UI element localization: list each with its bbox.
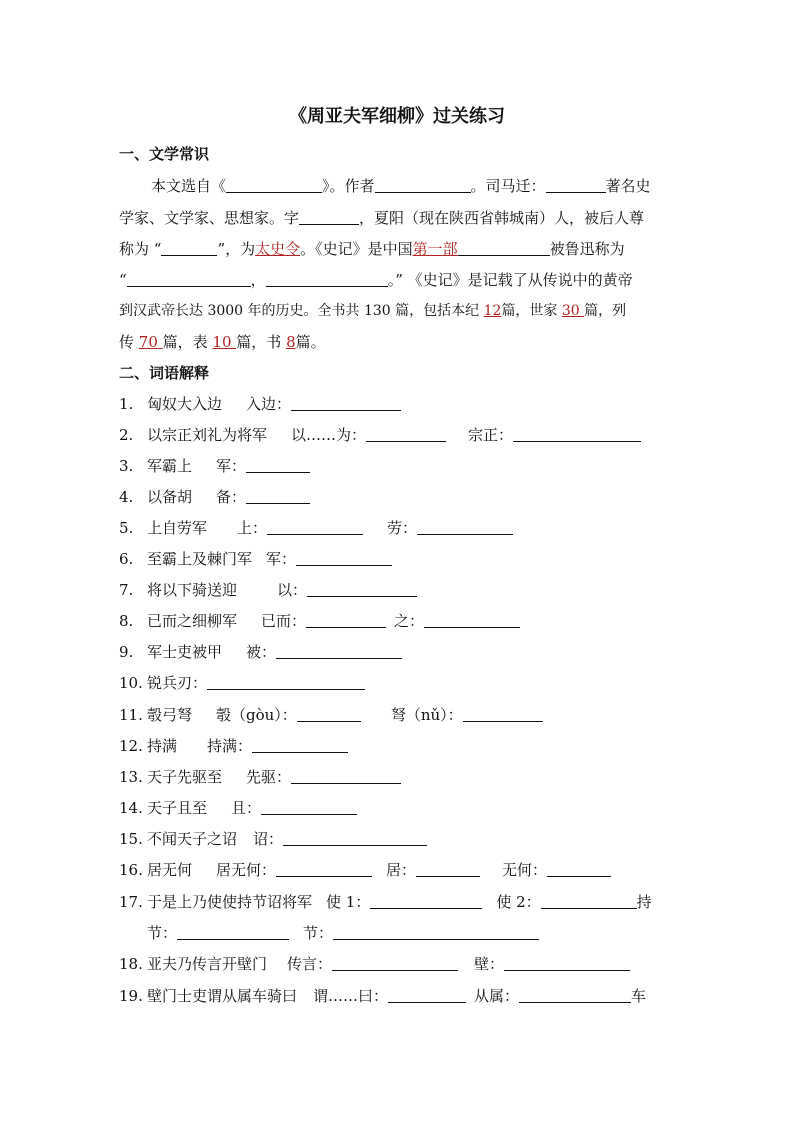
paragraph-line-4: [119, 269, 633, 291]
answer-blank[interactable]: [291, 767, 401, 784]
item-key: 持满：: [207, 737, 253, 755]
item-text: 亚夫乃传言开壁门: [147, 955, 268, 973]
item-text: 持满: [147, 737, 178, 755]
answer-blank[interactable]: [252, 736, 348, 753]
item-key: 以……为：: [291, 426, 367, 444]
item-text: 至霸上及棘门军: [147, 550, 253, 568]
item-text: 彀弓弩: [147, 706, 193, 724]
item-key: 居：: [386, 861, 417, 879]
answer-blank[interactable]: [296, 549, 392, 566]
vocab-item: [119, 797, 357, 819]
item-text: 已而之细柳军: [147, 612, 238, 630]
text: 篇，书: [236, 333, 287, 351]
item-key: 从属：: [474, 987, 520, 1005]
item-key: 壁：: [474, 955, 505, 973]
item-text: 不闻天子之诏: [147, 830, 238, 848]
item-key: 备：: [216, 488, 247, 506]
item-text: 军士吏被甲: [147, 643, 223, 661]
answer-text: 8: [286, 333, 296, 351]
item-key: 诏：: [253, 830, 284, 848]
blank: [299, 208, 359, 225]
item-text: 节：: [147, 924, 178, 942]
paragraph-line-3: [119, 238, 625, 260]
answer-blank[interactable]: [276, 860, 372, 877]
text: 。《史记》是中国: [300, 240, 413, 258]
answer-blank[interactable]: [388, 986, 466, 1003]
text: 传: [119, 333, 139, 351]
item-number: 7.: [119, 581, 134, 599]
text: 著名史: [605, 177, 651, 195]
paragraph-line-5: [119, 300, 626, 322]
vocab-item: [119, 517, 513, 539]
vocab-item: [119, 393, 401, 415]
answer-blank[interactable]: [261, 798, 357, 815]
answer-blank[interactable]: [177, 923, 289, 940]
item-text: 天子先驱至: [147, 768, 223, 786]
text: 学家、文学家、思想家。字: [119, 209, 300, 227]
answer-blank[interactable]: [306, 611, 386, 628]
vocab-item: [119, 704, 543, 726]
item-number: 1.: [119, 395, 134, 413]
item-key: 以：: [277, 581, 308, 599]
text: 本文选自《: [151, 177, 227, 195]
item-key: 节：: [303, 924, 334, 942]
answer-blank[interactable]: [519, 986, 631, 1003]
item-key: 军：: [216, 457, 247, 475]
text: 篇，世家: [501, 303, 562, 319]
blank: [226, 176, 322, 193]
item-key: 已而：: [261, 612, 307, 630]
item-key: 之：: [394, 612, 425, 630]
item-key: 且：: [231, 799, 262, 817]
item-key: 军：: [266, 550, 297, 568]
blank: [161, 239, 217, 256]
answer-blank[interactable]: [416, 860, 480, 877]
item-text: 居无何: [147, 861, 193, 879]
item-number: 12.: [119, 737, 143, 755]
item-number: 9.: [119, 643, 134, 661]
item-text: 将以下骑送迎: [147, 581, 238, 599]
text: 篇。: [295, 333, 326, 351]
vocab-item: [119, 735, 348, 757]
answer-blank[interactable]: [267, 518, 363, 535]
item-text: 匈奴大入边: [147, 395, 223, 413]
item-number: 13.: [119, 768, 143, 786]
vocab-item: [119, 455, 310, 477]
page-title: 《周亚夫军细柳》过关练习: [289, 106, 505, 127]
item-text: 于是上乃使使持节诏将军: [147, 893, 313, 911]
vocab-item: [119, 985, 646, 1007]
item-key: 被：: [246, 643, 277, 661]
item-text: 壁门士吏谓从属车骑曰: [147, 987, 298, 1005]
answer-blank[interactable]: [547, 860, 611, 877]
item-key: 弩（nǔ）：: [390, 706, 463, 724]
answer-blank[interactable]: [513, 425, 641, 442]
answer-blank[interactable]: [333, 923, 539, 940]
answer-blank[interactable]: [332, 954, 458, 971]
answer-text: 10: [212, 333, 237, 351]
answer-blank[interactable]: [283, 829, 427, 846]
item-key: 车: [631, 987, 647, 1005]
vocab-item: [119, 672, 365, 694]
text: ，夏阳（现在陕西省韩城南）人，被后人尊: [359, 209, 645, 227]
text: 被鲁迅称为: [549, 240, 625, 258]
item-key: 居无何：: [216, 861, 277, 879]
text: 。司马迁：: [470, 177, 546, 195]
item-key: 使 2：: [496, 893, 541, 911]
vocab-item: [119, 859, 611, 881]
item-key: 入边：: [246, 395, 292, 413]
vocab-item: [119, 579, 417, 601]
item-key: 劳：: [387, 519, 418, 537]
paragraph-line-6: [119, 331, 326, 353]
answer-blank[interactable]: [417, 518, 513, 535]
item-number: 4.: [119, 488, 134, 506]
item-number: 16.: [119, 861, 143, 879]
item-key: 宗正：: [468, 426, 514, 444]
answer-blank[interactable]: [297, 705, 361, 722]
vocab-item: [119, 953, 630, 975]
item-key: 先驱：: [246, 768, 292, 786]
item-text: 锐兵刃：: [147, 674, 208, 692]
text: 》。作者: [322, 177, 375, 195]
text: 称为 “: [119, 240, 162, 258]
section-heading-vocabulary: 二、词语解释: [119, 364, 210, 382]
item-number: 15.: [119, 830, 143, 848]
text: 到汉武帝长达 3000 年的历史。全书共 130 篇，包括本纪: [119, 303, 484, 319]
blank: [546, 176, 606, 193]
vocab-item: [119, 548, 392, 570]
vocab-item: [119, 424, 641, 446]
item-text: 军霸上: [147, 457, 193, 475]
answer-blank[interactable]: [207, 673, 365, 690]
text: 篇，列: [584, 303, 627, 319]
text: ，: [250, 271, 266, 289]
item-text: 天子且至: [147, 799, 208, 817]
vocab-item: [119, 891, 652, 913]
answer-text: 12: [483, 303, 502, 319]
item-number: 17.: [119, 893, 143, 911]
vocab-item: [119, 610, 520, 632]
item-key: 谓……曰：: [313, 987, 389, 1005]
answer-blank[interactable]: [541, 892, 637, 909]
item-number: 11.: [119, 706, 143, 724]
item-number: 3.: [119, 457, 134, 475]
item-key: 持: [636, 893, 652, 911]
answer-blank[interactable]: [246, 456, 310, 473]
item-number: 5.: [119, 519, 134, 537]
paragraph-line-1: [151, 175, 651, 197]
item-key: 上：: [237, 519, 268, 537]
text: 。” 《史记》是记载了从传说中的黄帝: [387, 271, 633, 289]
item-number: 10.: [119, 674, 143, 692]
item-key: 传言：: [287, 955, 333, 973]
blank: [375, 176, 471, 193]
vocab-item: [119, 641, 402, 663]
vocab-item-continued: [147, 922, 539, 944]
blank: [266, 270, 388, 287]
item-number: 14.: [119, 799, 143, 817]
item-key: 无何：: [502, 861, 548, 879]
section-heading-literature: 一、文学常识: [119, 145, 210, 163]
item-text: 以备胡: [147, 488, 193, 506]
vocab-item: [119, 828, 427, 850]
item-number: 6.: [119, 550, 134, 568]
text: 篇，表: [162, 333, 213, 351]
blank: [458, 239, 550, 256]
item-number: 8.: [119, 612, 134, 630]
answer-blank[interactable]: [424, 611, 520, 628]
vocab-item: [119, 486, 310, 508]
answer-text: 第一部: [412, 240, 458, 258]
answer-blank[interactable]: [370, 892, 482, 909]
answer-blank[interactable]: [276, 642, 402, 659]
blank: [127, 270, 251, 287]
answer-blank[interactable]: [307, 580, 417, 597]
text: “: [119, 271, 127, 289]
answer-text: 太史令: [255, 240, 301, 258]
vocab-item: [119, 766, 401, 788]
item-text: 以宗正刘礼为将军: [147, 426, 268, 444]
answer-blank[interactable]: [463, 705, 543, 722]
paragraph-line-2: [119, 207, 644, 229]
answer-blank[interactable]: [291, 394, 401, 411]
item-number: 2.: [119, 426, 134, 444]
answer-text: 70: [138, 333, 163, 351]
answer-blank[interactable]: [504, 954, 630, 971]
answer-blank[interactable]: [246, 487, 310, 504]
item-key: 使 1：: [326, 893, 371, 911]
item-number: 19.: [119, 987, 143, 1005]
answer-text: 30: [561, 303, 585, 319]
item-key: 彀（gòu）：: [216, 706, 297, 724]
item-text: 上自劳军: [147, 519, 208, 537]
text: ”，为: [217, 240, 256, 258]
item-number: 18.: [119, 955, 143, 973]
answer-blank[interactable]: [366, 425, 446, 442]
